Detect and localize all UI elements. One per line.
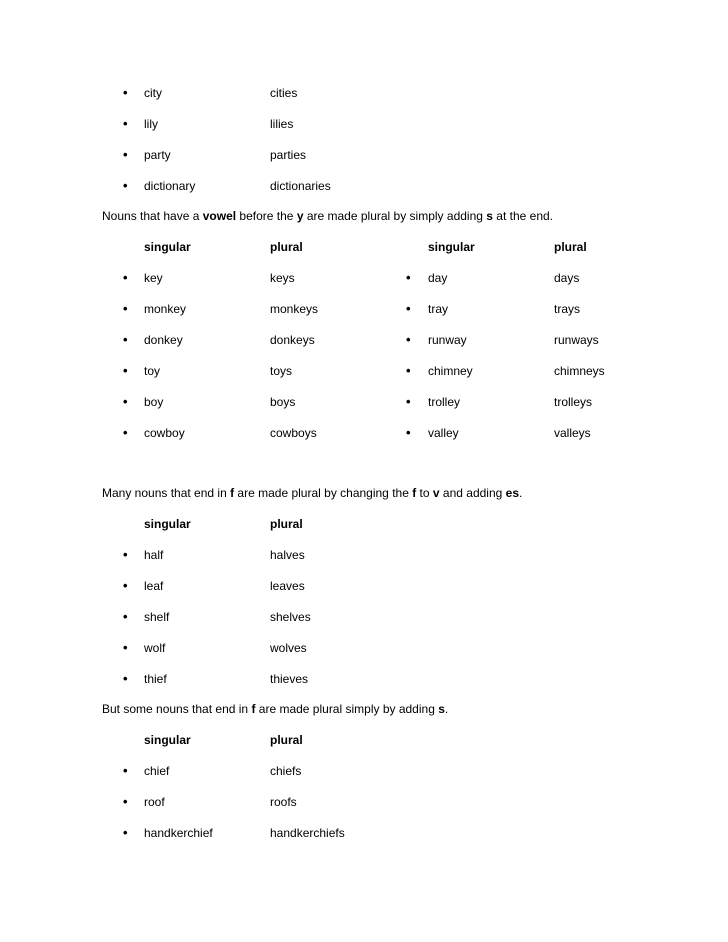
bullet-icon: • [123, 425, 128, 440]
rule-paragraph-vowel-y [102, 208, 553, 224]
rule-text: . [519, 486, 523, 500]
singular-word: chief [144, 764, 170, 778]
header-plural: plural [270, 240, 303, 254]
rule-text: to [416, 486, 433, 500]
bullet-icon: • [123, 301, 128, 316]
plural-word: valleys [554, 426, 591, 440]
bullet-icon: • [123, 394, 128, 409]
bullet-icon: • [123, 363, 128, 378]
rule-text: Nouns that have a [102, 209, 203, 223]
bullet-icon: • [123, 270, 128, 285]
singular-word: dictionary [144, 179, 196, 193]
header-singular: singular [144, 733, 191, 747]
singular-word: wolf [144, 641, 166, 655]
singular-word: toy [144, 364, 161, 378]
plural-word: monkeys [270, 302, 319, 316]
bullet-icon: • [123, 640, 128, 655]
plural-word: trolleys [554, 395, 593, 409]
singular-word: donkey [144, 333, 183, 347]
bullet-icon: • [406, 301, 411, 316]
bullet-icon: • [123, 178, 128, 193]
bullet-icon: • [123, 825, 128, 840]
plural-word: trays [554, 302, 581, 316]
bullet-icon: • [406, 425, 411, 440]
rule-text: and adding [439, 486, 506, 500]
plural-word: leaves [270, 579, 305, 593]
bullet-icon: • [123, 671, 128, 686]
rule-emphasis: es [505, 486, 520, 500]
plural-word: days [554, 271, 580, 285]
plural-word: donkeys [270, 333, 315, 347]
plural-word: lilies [270, 117, 294, 131]
header-plural: plural [554, 240, 587, 254]
header-singular: singular [428, 240, 475, 254]
singular-word: roof [144, 795, 165, 809]
bullet-icon: • [123, 147, 128, 162]
singular-word: handkerchief [144, 826, 213, 840]
singular-word: day [428, 271, 448, 285]
rule-paragraph-f-add-s [102, 701, 448, 717]
bullet-icon: • [406, 363, 411, 378]
bullet-icon: • [123, 609, 128, 624]
bullet-icon: • [123, 547, 128, 562]
plural-word: chiefs [270, 764, 302, 778]
plural-word: chimneys [554, 364, 605, 378]
rule-emphasis: s [438, 702, 445, 716]
singular-word: half [144, 548, 164, 562]
bullet-icon: • [123, 332, 128, 347]
singular-word: city [144, 86, 162, 100]
plural-word: cities [270, 86, 298, 100]
singular-word: trolley [428, 395, 461, 409]
rule-text: Many nouns that end in [102, 486, 231, 500]
header-plural: plural [270, 733, 303, 747]
plural-word: dictionaries [270, 179, 331, 193]
singular-word: boy [144, 395, 164, 409]
header-singular: singular [144, 517, 191, 531]
plural-word: keys [270, 271, 295, 285]
plural-word: runways [554, 333, 599, 347]
singular-word: leaf [144, 579, 164, 593]
bullet-icon: • [123, 763, 128, 778]
rule-emphasis: v [432, 486, 440, 500]
rule-text: are made plural simply by adding [255, 702, 439, 716]
header-singular: singular [144, 240, 191, 254]
singular-word: key [144, 271, 163, 285]
plural-word: cowboys [270, 426, 317, 440]
plural-word: halves [270, 548, 305, 562]
singular-word: runway [428, 333, 467, 347]
bullet-icon: • [406, 394, 411, 409]
rule-paragraph-f-to-v [102, 485, 522, 501]
singular-word: cowboy [144, 426, 185, 440]
singular-word: chimney [428, 364, 473, 378]
rule-emphasis: f [251, 702, 256, 716]
bullet-icon: • [123, 578, 128, 593]
singular-word: party [144, 148, 171, 162]
rule-emphasis: vowel [202, 209, 237, 223]
bullet-icon: • [123, 116, 128, 131]
rule-text: before the [236, 209, 297, 223]
bullet-icon: • [406, 270, 411, 285]
plural-word: shelves [270, 610, 311, 624]
singular-word: shelf [144, 610, 170, 624]
rule-text: are made plural by simply adding [303, 209, 487, 223]
rule-text: But some nouns that end in [102, 702, 252, 716]
bullet-icon: • [123, 794, 128, 809]
singular-word: thief [144, 672, 167, 686]
rule-text: are made plural by changing the [234, 486, 413, 500]
singular-word: valley [428, 426, 459, 440]
plural-word: wolves [270, 641, 307, 655]
singular-word: lily [144, 117, 158, 131]
rule-text: at the end. [492, 209, 553, 223]
plural-word: toys [270, 364, 293, 378]
rule-emphasis: s [486, 209, 493, 223]
plural-word: parties [270, 148, 307, 162]
plural-word: roofs [270, 795, 297, 809]
rule-emphasis: f [230, 486, 235, 500]
plural-word: handkerchiefs [270, 826, 345, 840]
bullet-icon: • [123, 85, 128, 100]
rule-emphasis: f [412, 486, 417, 500]
header-plural: plural [270, 517, 303, 531]
bullet-icon: • [406, 332, 411, 347]
rule-emphasis: y [296, 209, 304, 223]
plural-word: thieves [270, 672, 309, 686]
singular-word: monkey [144, 302, 187, 316]
singular-word: tray [428, 302, 449, 316]
plural-word: boys [270, 395, 296, 409]
rule-text: . [444, 702, 449, 716]
